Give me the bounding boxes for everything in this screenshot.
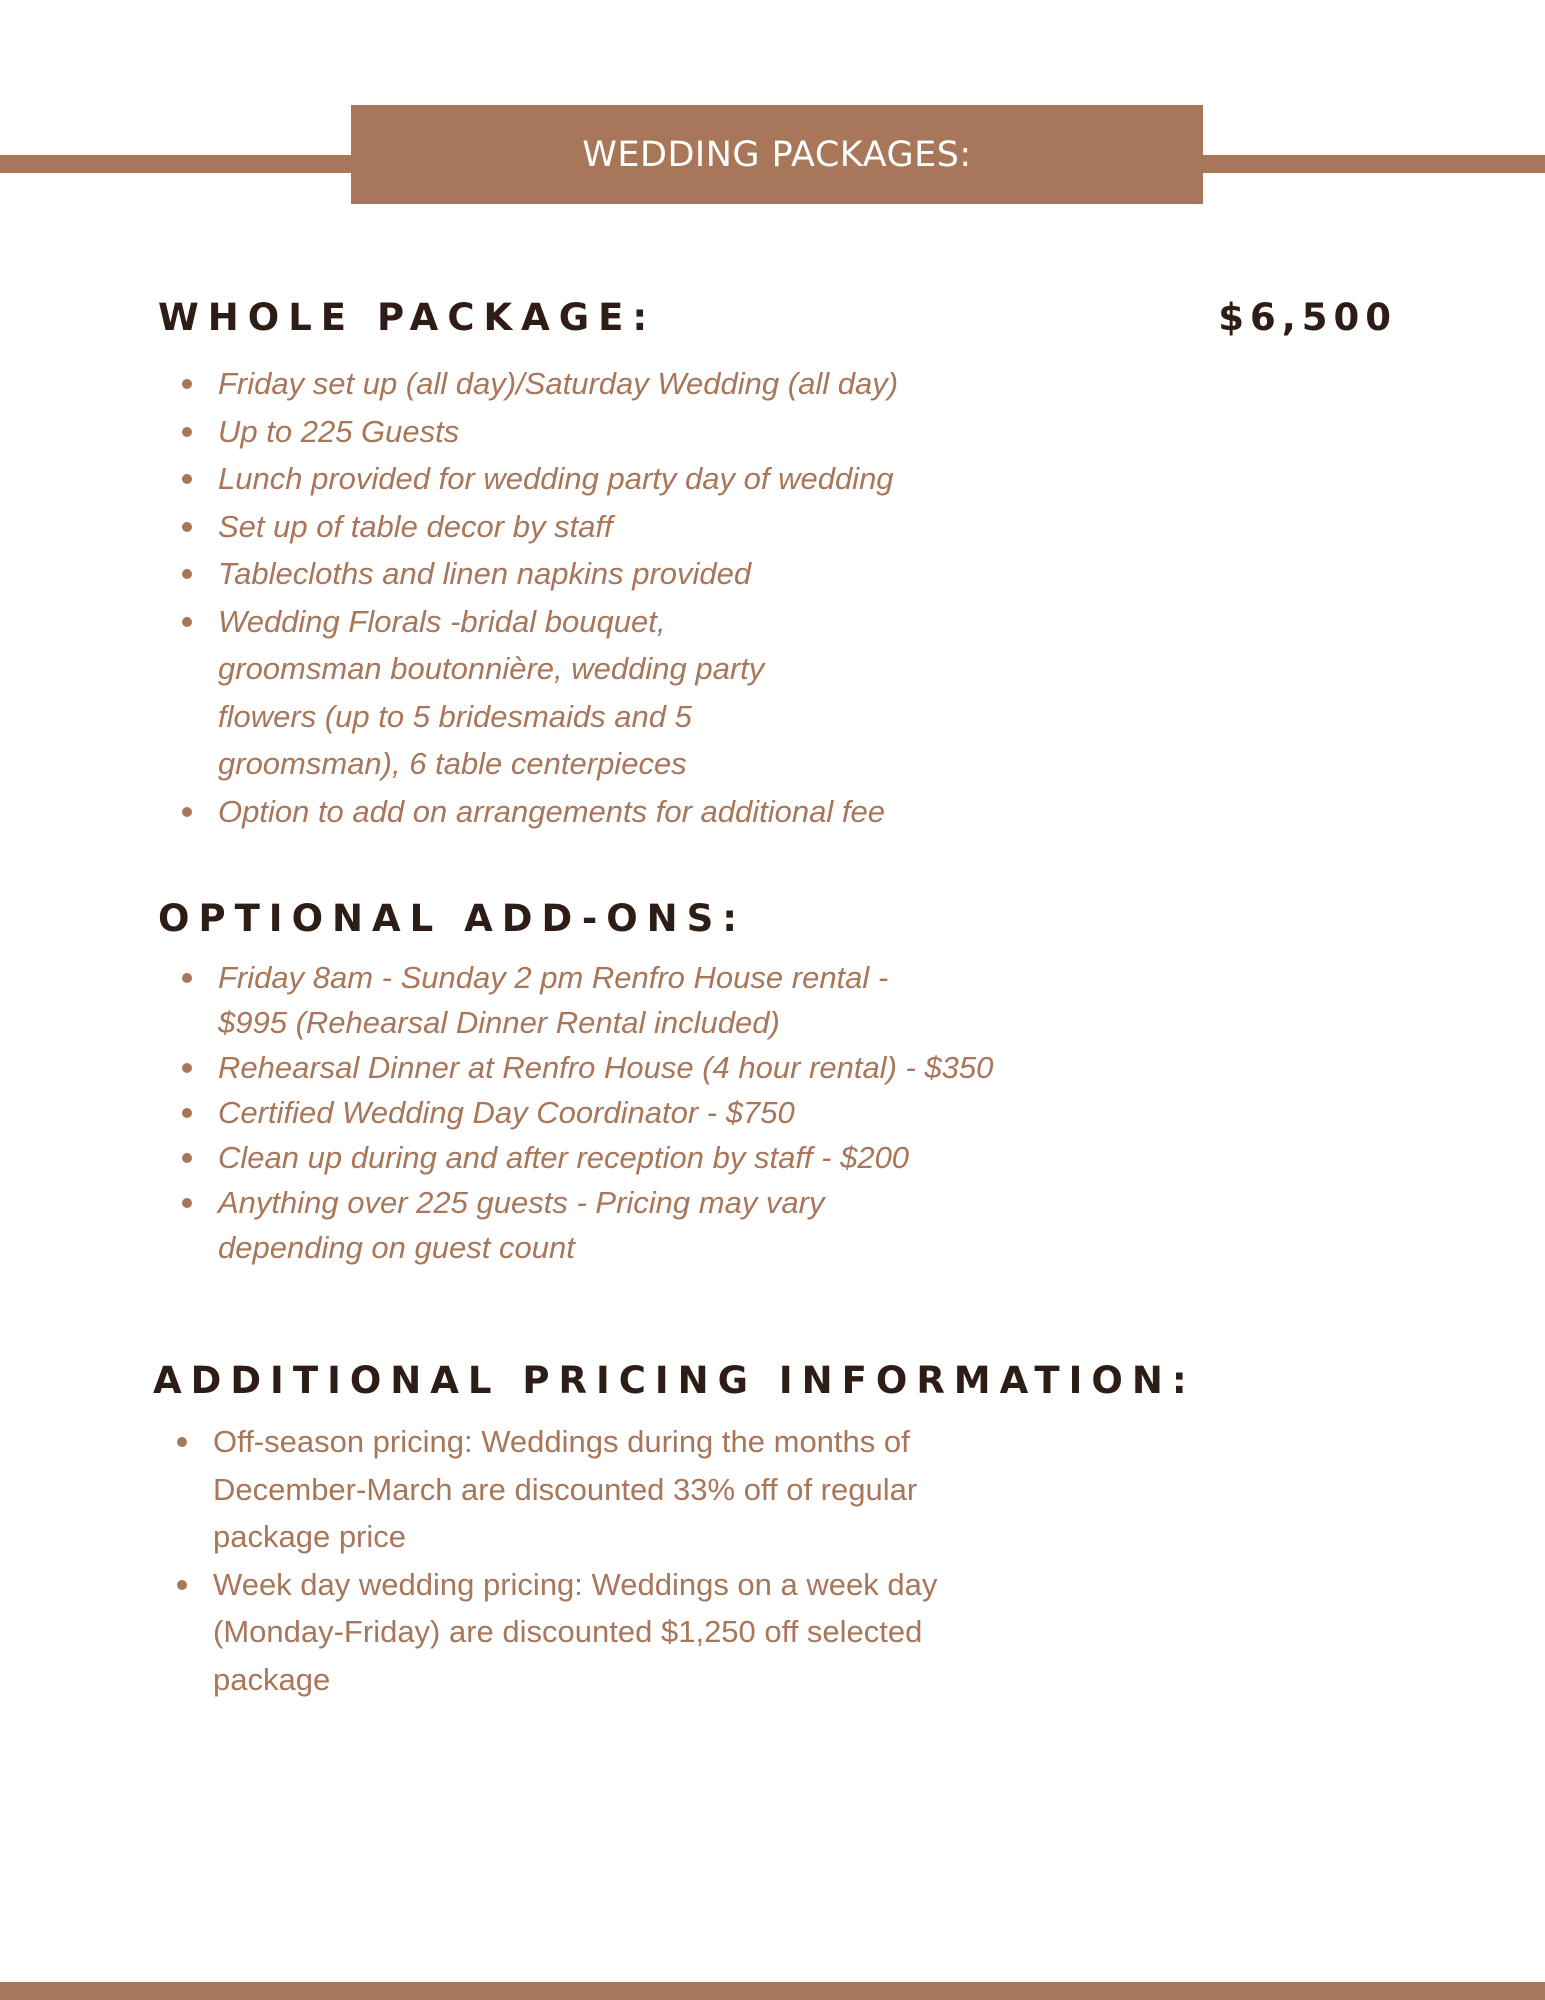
optional-addons-heading: OPTIONAL ADD-ONS: bbox=[158, 897, 747, 940]
additional-pricing-list bbox=[153, 1418, 1113, 1703]
list-item: Friday set up (all day)/Saturday Wedding (all day) bbox=[158, 360, 1018, 408]
list-item: Clean up during and after reception by staff - $200 bbox=[158, 1135, 1058, 1180]
list-item: Option to add on arrangements for additional fee bbox=[158, 788, 1018, 836]
list-item: Friday 8am - Sunday 2 pm Renfro House rental - $995 (Rehearsal Dinner Rental included) bbox=[158, 955, 1058, 1045]
list-item: Set up of table decor by staff bbox=[158, 503, 1018, 551]
footer-divider-line bbox=[0, 1982, 1545, 2000]
whole-package-price: $6,500 bbox=[1218, 296, 1397, 339]
list-item: Tablecloths and linen napkins provided bbox=[158, 550, 1018, 598]
list-item: Up to 225 Guests bbox=[158, 408, 1018, 456]
list-item: Anything over 225 guests - Pricing may vary depending on guest count bbox=[158, 1180, 1058, 1270]
optional-addons-list bbox=[158, 955, 1058, 1270]
list-item: Certified Wedding Day Coordinator - $750 bbox=[158, 1090, 1058, 1135]
list-item: Rehearsal Dinner at Renfro House (4 hour rental) - $350 bbox=[158, 1045, 1058, 1090]
list-item: Lunch provided for wedding party day of wedding bbox=[158, 455, 1018, 503]
list-item: Wedding Florals -bridal bouquet, groomsman boutonnière, wedding party flowers (up to 5 bridesmaids and 5 groomsman), 6 table centerpieces bbox=[158, 598, 1018, 788]
whole-package-heading: WHOLE PACKAGE: bbox=[158, 296, 657, 339]
list-item: Week day wedding pricing: Weddings on a week day (Monday-Friday) are discounted $1,250 off selected package bbox=[153, 1561, 1113, 1704]
header-banner bbox=[351, 105, 1203, 204]
list-item: Off-season pricing: Weddings during the months of December-March are discounted 33% off of regular package price bbox=[153, 1418, 1113, 1561]
additional-pricing-heading: ADDITIONAL PRICING INFORMATION: bbox=[153, 1359, 1196, 1402]
whole-package-list bbox=[158, 360, 1018, 835]
page-title: WEDDING PACKAGES: bbox=[582, 134, 972, 175]
